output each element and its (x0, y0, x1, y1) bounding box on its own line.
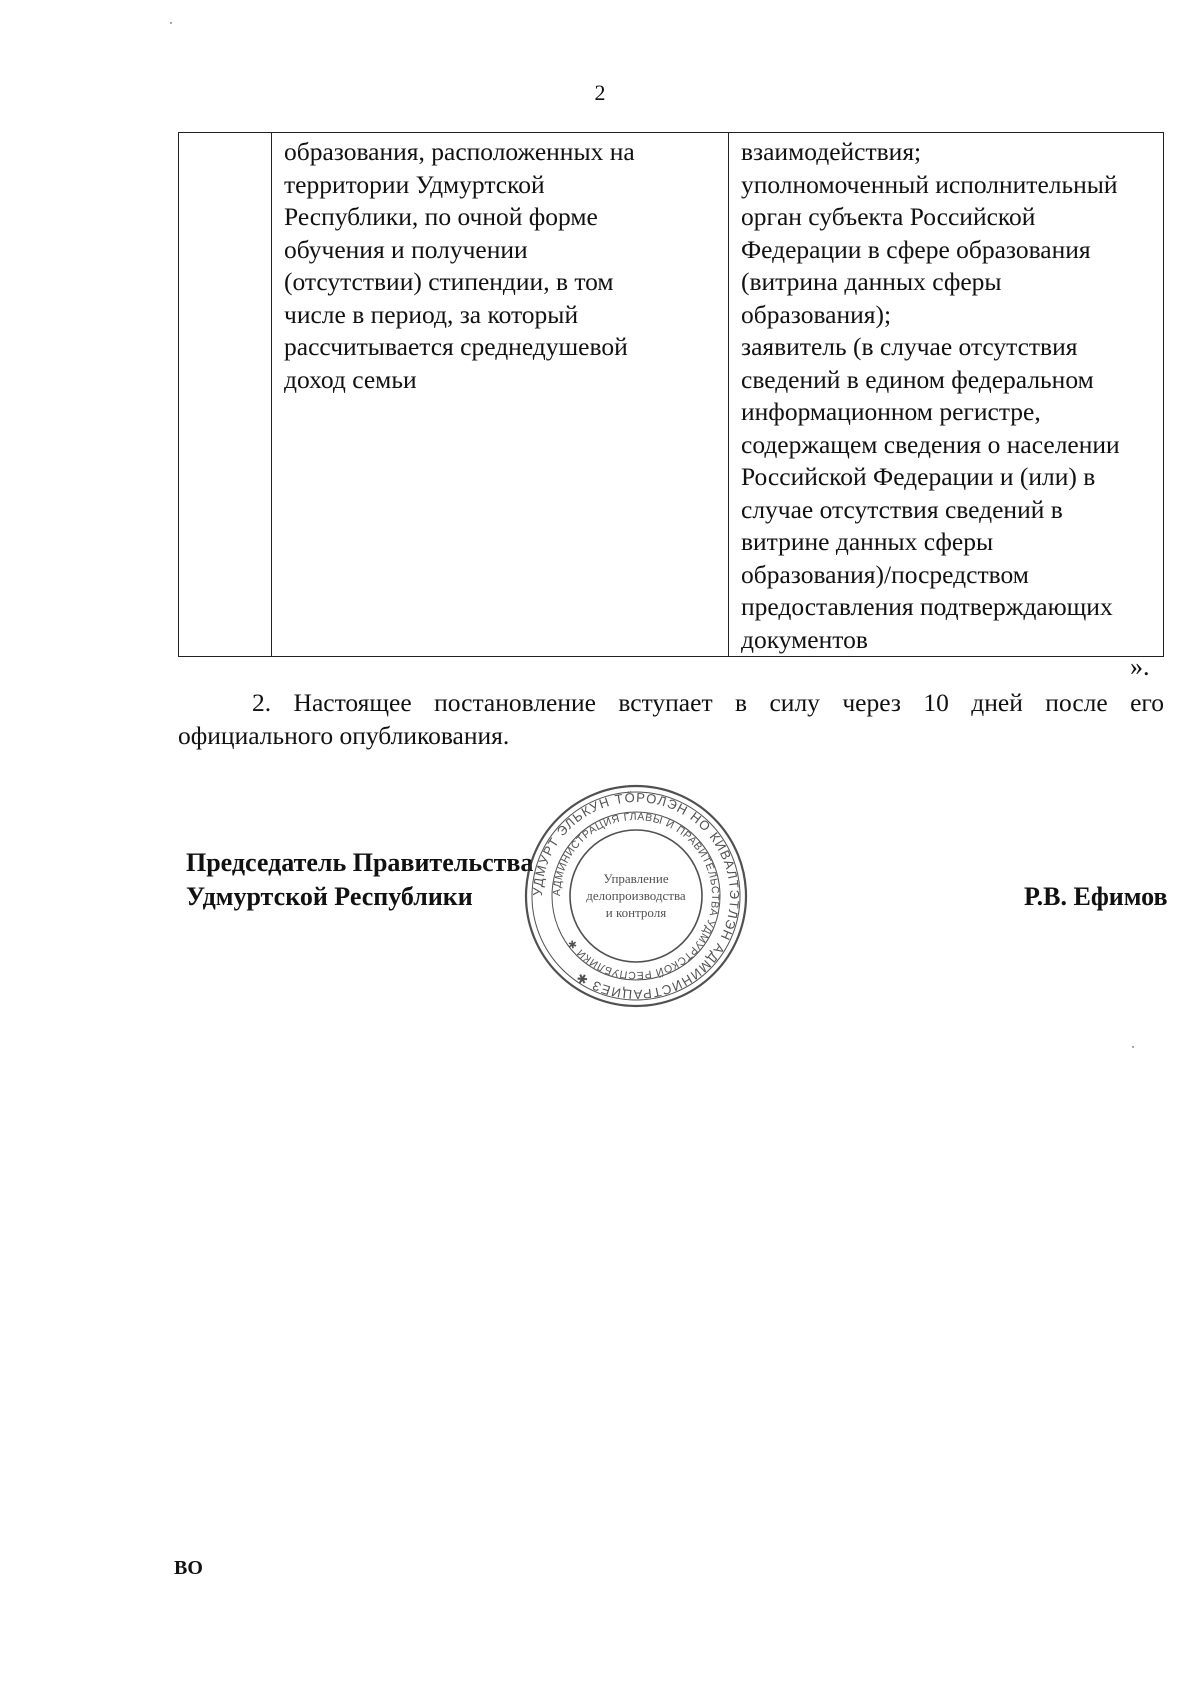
page-number: 2 (594, 80, 606, 105)
seal-center-text: Управление делопроизводства и контроля (586, 871, 686, 920)
seal-inner-text: АДМИНИСТРАЦИЯ ГЛАВЫ И ПРАВИТЕЛЬСТВА УДМУРТСКОЙ РЕСПУБЛИКИ ✱ (550, 810, 722, 982)
table-row (179, 133, 1164, 657)
signer-title: Председатель Правительства Удмуртской Республики (186, 848, 534, 911)
table-cell-source (729, 133, 1164, 657)
closing-quote: ». (1130, 652, 1150, 681)
author-initials: ВО (174, 1557, 203, 1579)
official-seal (522, 782, 750, 1010)
table-cell-number (179, 133, 272, 657)
scan-speck (1132, 1046, 1134, 1048)
document-description: образования, расположенных на территории Удмуртской Республики, по очной форме обучения и получении (отсутствии) стипендии, в том числе в период, за который рассчитывается среднедушевой доход семьи (284, 137, 635, 394)
table-cell-description (272, 133, 729, 657)
continuation-table (178, 132, 1164, 657)
paragraph-effective-date: 2. Настоящее постановление вступает в силу через 10 дней после его официального опубликования. (178, 688, 1164, 750)
signer-name: Р.В. Ефимов (1024, 882, 1168, 911)
scan-speck (170, 22, 172, 24)
information-source: взаимодействия; уполномоченный исполнительный орган субъекта Российской Федерации в сфере образования (витрина данных сферы образования); заявитель (в случае отсутствия сведений в едином федеральном информационном регистре, содержащем сведения о населении Российской Федерации и (или) в случае отсутствия сведений в витрине данных сферы образования)/посредством предоставления подтверждающих документов (741, 137, 1120, 654)
seal-outer-text: УДМУРТ ЭЛЬКУН ТӦРОЛЭН НО КИВАЛТЭТЛЭН АДМИНИСТРАЦИЕЗ ✱ (529, 789, 743, 1003)
